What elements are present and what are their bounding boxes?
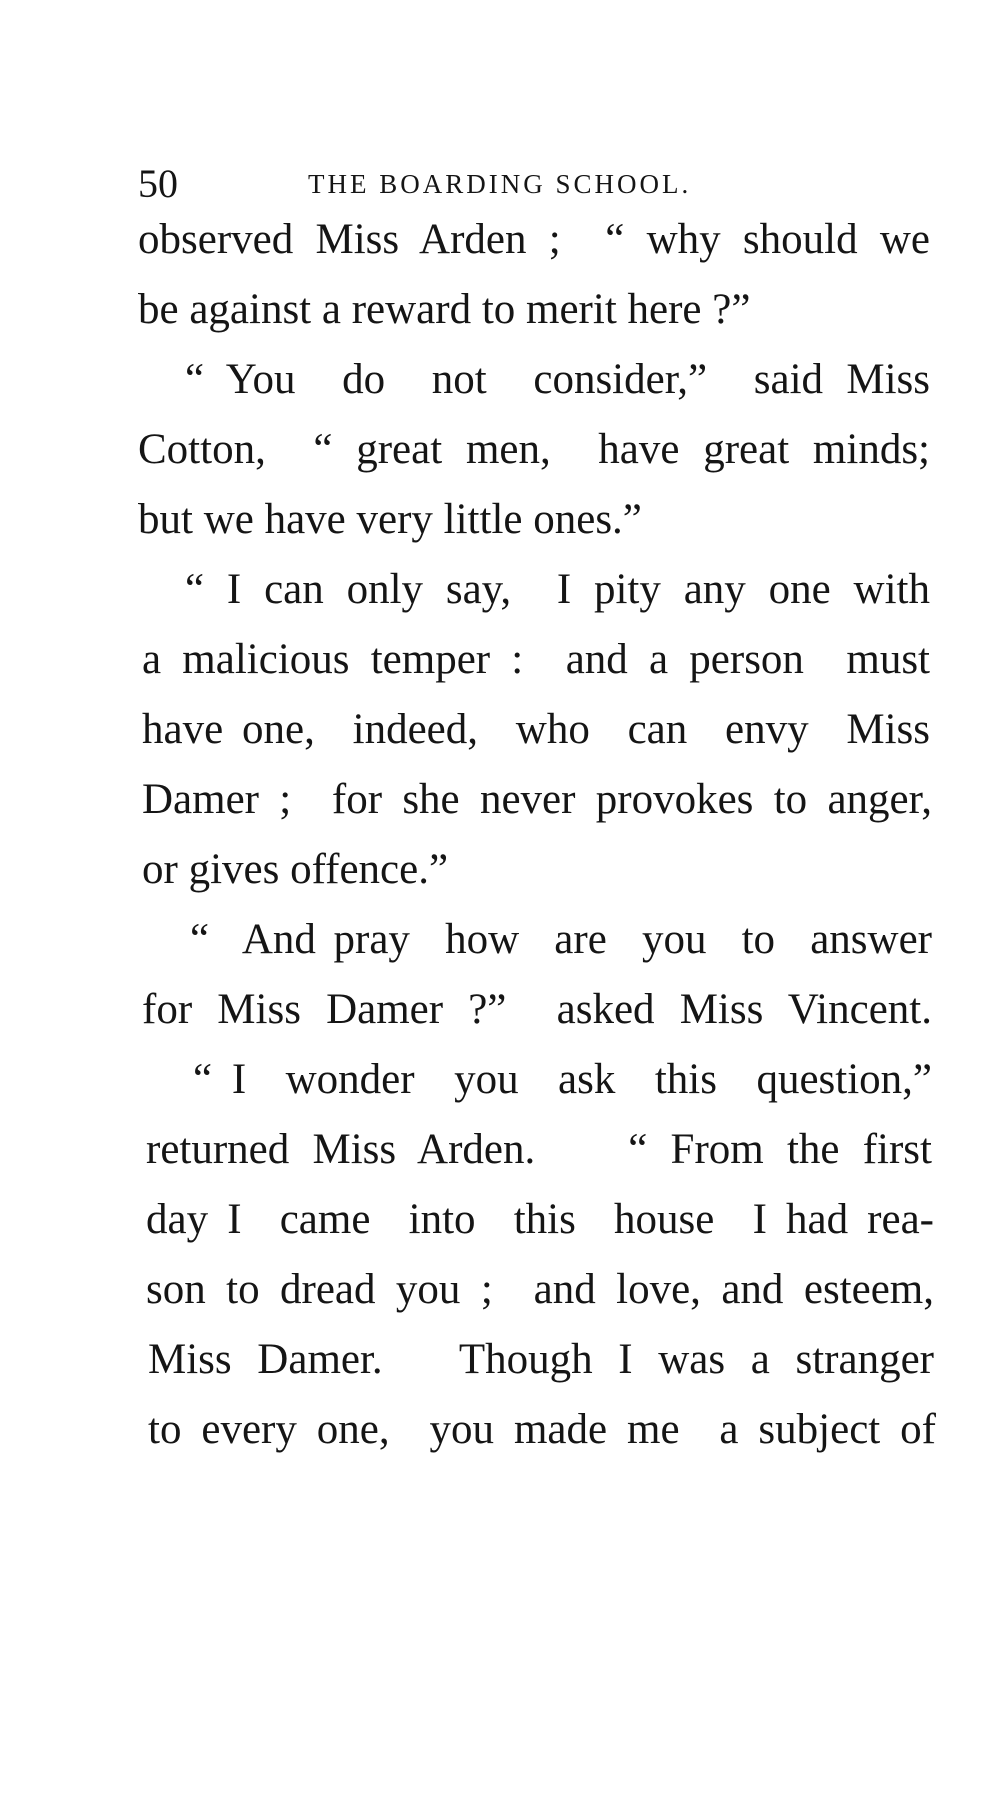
line-text: Miss Damer. Though I was a stranger <box>148 1336 934 1383</box>
text-line <box>0 555 1000 625</box>
text-line <box>0 205 1000 275</box>
line-text: or gives offence.” <box>142 846 449 893</box>
text-line <box>0 275 1000 345</box>
text-line <box>0 835 1000 905</box>
page-number: 50 <box>138 161 178 206</box>
line-text: have one, indeed, who can envy Miss <box>142 706 930 753</box>
text-line <box>0 765 1000 835</box>
line-text: son to dread you ; and love, and esteem, <box>146 1266 934 1313</box>
text-line <box>0 1395 1000 1465</box>
line-text: “ And pray how are you to answer <box>190 916 932 963</box>
text-line <box>0 625 1000 695</box>
line-text: for Miss Damer ?” asked Miss Vincent. <box>142 986 932 1033</box>
line-text: Damer ; for she never provokes to anger, <box>142 776 932 823</box>
text-line <box>0 1045 1000 1115</box>
line-text: “ I can only say, I pity any one with <box>185 566 930 613</box>
page-header <box>138 158 778 210</box>
line-text: a malicious temper : and a person must <box>142 636 930 683</box>
line-text: “ You do not consider,” said Miss <box>185 356 930 403</box>
running-head: THE BOARDING SCHOOL. <box>308 169 692 199</box>
line-text: day I came into this house I had rea- <box>146 1196 934 1243</box>
line-text: observed Miss Arden ; “ why should we <box>138 216 930 263</box>
text-line <box>0 695 1000 765</box>
text-line <box>0 415 1000 485</box>
text-line <box>0 485 1000 555</box>
line-text: be against a reward to merit here ?” <box>138 286 751 333</box>
text-line <box>0 1115 1000 1185</box>
text-line <box>0 345 1000 415</box>
text-line <box>0 905 1000 975</box>
line-text: to every one, you made me a subject of <box>148 1406 936 1453</box>
text-line <box>0 1185 1000 1255</box>
text-line <box>0 975 1000 1045</box>
text-line <box>0 1255 1000 1325</box>
line-text: returned Miss Arden. “ From the first <box>146 1126 932 1173</box>
line-text: but we have very little ones.” <box>138 496 642 543</box>
line-text: Cotton, “ great men, have great minds; <box>138 426 930 473</box>
line-text: “ I wonder you ask this question,” <box>193 1056 932 1103</box>
text-line <box>0 1325 1000 1395</box>
